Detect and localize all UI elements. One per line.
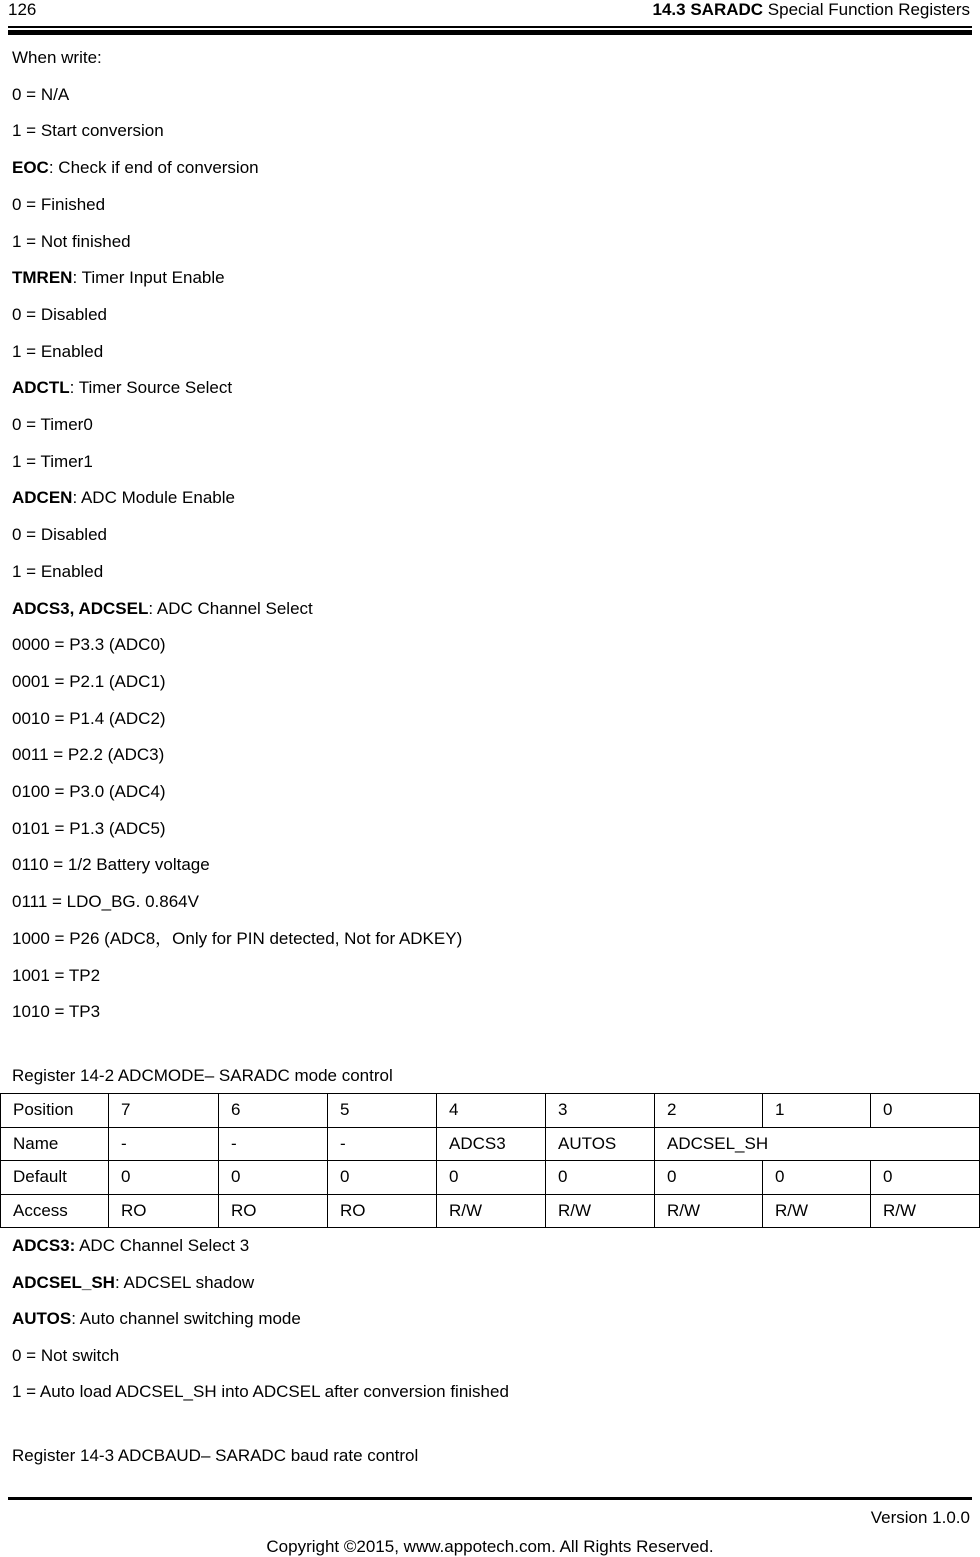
- table-cell: 0: [109, 1161, 219, 1195]
- description-text: 0100 = P3.0 (ADC4): [12, 782, 166, 801]
- description-text: 0 = Timer0: [12, 415, 93, 434]
- description-text: : Check if end of conversion: [48, 158, 259, 178]
- description-line: [12, 378, 232, 398]
- table-cell: -: [328, 1127, 437, 1161]
- description-text: 1 = Timer1: [12, 451, 93, 471]
- table-cell: RO: [219, 1194, 328, 1228]
- version: Version 1.0.0: [870, 1508, 970, 1527]
- table-cell: 5: [328, 1094, 437, 1128]
- table-cell: 7: [109, 1094, 219, 1128]
- field-name: ADCS3, ADCSEL: [12, 598, 149, 618]
- description-line: [12, 966, 100, 986]
- description-line: [12, 342, 103, 362]
- description-line: [12, 635, 166, 655]
- table-cell: 0: [546, 1161, 655, 1195]
- row-header: Position: [1, 1094, 109, 1128]
- table-cell: 0: [763, 1161, 871, 1195]
- description-line: [12, 855, 210, 875]
- description-text: 0111 = LDO_BG. 0.864V: [12, 892, 199, 912]
- description-text: 0 = Finished: [12, 194, 106, 214]
- table-cell: AUTOS: [546, 1127, 655, 1161]
- description-line: [12, 525, 107, 545]
- description-line: [12, 415, 93, 435]
- description-line: [12, 672, 166, 692]
- table-row: [1, 1161, 980, 1195]
- table-cell: -: [109, 1127, 219, 1161]
- description-line: [12, 1236, 249, 1256]
- row-header: Default: [1, 1161, 109, 1195]
- description-text: 0 = Disabled: [12, 525, 107, 545]
- table-cell: R/W: [437, 1194, 546, 1228]
- field-name: ADCSEL_SH: [12, 1272, 115, 1292]
- description-text: 0110 = 1/2 Battery voltage: [12, 855, 210, 875]
- description-text: : ADCSEL shadow: [114, 1272, 255, 1292]
- description-text: When write:: [12, 48, 102, 67]
- table-cell: 0: [437, 1161, 546, 1195]
- description-line: [12, 1346, 119, 1366]
- page-number: 126: [8, 0, 37, 19]
- description-line: [12, 709, 166, 729]
- description-line: [12, 48, 102, 68]
- description-line: [12, 599, 313, 619]
- description-text: 1 = Enabled: [12, 341, 104, 361]
- table-cell: 2: [655, 1094, 763, 1128]
- description-text: 1000 = P26 (ADC8，Only for PIN detected, Not for ADKEY): [12, 928, 463, 948]
- description-text: 1 = Enabled: [12, 561, 104, 581]
- description-line: [12, 892, 199, 912]
- table-cell: 1: [763, 1094, 871, 1128]
- description-text: 1 = Auto load ADCSEL_SH into ADCSEL after conversion finished: [12, 1382, 509, 1402]
- description-text: 1010 = TP3: [12, 1002, 101, 1022]
- description-line: [12, 1309, 301, 1329]
- table-cell: -: [219, 1127, 328, 1161]
- description-text: : ADC Channel Select: [148, 598, 313, 618]
- description-text: 1 = Start conversion: [12, 121, 164, 141]
- field-name: ADCS3:: [12, 1236, 76, 1255]
- field-name: AUTOS: [12, 1309, 72, 1329]
- table-cell: 0: [328, 1161, 437, 1195]
- description-text: : Auto channel switching mode: [71, 1309, 301, 1329]
- section-title: [653, 0, 970, 20]
- table-cell: 0: [219, 1161, 328, 1195]
- table-row: [1, 1127, 980, 1161]
- description-text: 0 = Not switch: [12, 1345, 120, 1365]
- table-cell: R/W: [546, 1194, 655, 1228]
- description-line: [12, 232, 131, 252]
- description-line: [12, 121, 164, 141]
- description-text: : Timer Input Enable: [72, 268, 225, 288]
- table-cell: 0: [655, 1161, 763, 1195]
- description-text: 0 = Disabled: [12, 304, 107, 324]
- table-cell: RO: [328, 1194, 437, 1228]
- description-text: 0001 = P2.1 (ADC1): [12, 671, 166, 691]
- section-title-bold: 14.3 SARADC: [652, 0, 764, 19]
- description-text: 1 = Not finished: [12, 231, 131, 251]
- description-line: [12, 158, 259, 178]
- table-row: [1, 1094, 980, 1128]
- description-text: 0010 = P1.4 (ADC2): [12, 708, 166, 728]
- description-text: 0101 = P1.3 (ADC5): [12, 818, 166, 838]
- table-cell: 3: [546, 1094, 655, 1128]
- next-register-caption: Register 14-3 ADCBAUD– SARADC baud rate control: [12, 1446, 419, 1465]
- description-text: ADC Channel Select 3: [75, 1236, 250, 1255]
- table-cell: R/W: [871, 1194, 980, 1228]
- table-cell: 0: [871, 1161, 980, 1195]
- description-text: 0000 = P3.3 (ADC0): [12, 635, 166, 655]
- description-line: [12, 195, 105, 215]
- table-cell: 0: [871, 1094, 980, 1128]
- field-name: EOC: [12, 158, 49, 178]
- description-line: [12, 85, 69, 105]
- description-text: 0 = N/A: [12, 84, 70, 104]
- description-text: 1001 = TP2: [12, 965, 101, 985]
- header-rule-thin: [8, 26, 972, 28]
- table-row: [1, 1194, 980, 1228]
- table-cell: RO: [109, 1194, 219, 1228]
- description-line: [12, 452, 93, 472]
- description-text: : ADC Module Enable: [72, 488, 235, 508]
- table-cell: R/W: [763, 1194, 871, 1228]
- table-cell: ADCSEL_SH: [655, 1127, 980, 1161]
- description-text: : Timer Source Select: [69, 378, 233, 398]
- table-cell: 6: [219, 1094, 328, 1128]
- field-name: ADCTL: [12, 378, 70, 398]
- description-text: 0011 = P2.2 (ADC3): [12, 745, 165, 765]
- table-cell: 4: [437, 1094, 546, 1128]
- description-line: [12, 929, 462, 949]
- description-line: [12, 745, 164, 765]
- description-line: [12, 268, 225, 288]
- section-title-rest: Special Function Registers: [763, 0, 970, 19]
- description-line: [12, 562, 103, 582]
- row-header: Access: [1, 1194, 109, 1228]
- header-rule-thick: [8, 30, 972, 35]
- table-cell: ADCS3: [437, 1127, 546, 1161]
- field-name: TMREN: [12, 268, 73, 288]
- footer-rule: [8, 1497, 972, 1500]
- register-table: [0, 1093, 980, 1228]
- register-caption: Register 14-2 ADCMODE– SARADC mode control: [12, 1066, 393, 1085]
- description-line: [12, 488, 235, 508]
- description-line: [12, 1002, 100, 1022]
- description-line: [12, 1273, 254, 1293]
- description-line: [12, 305, 107, 325]
- field-name: ADCEN: [12, 488, 73, 508]
- description-line: [12, 782, 166, 802]
- table-cell: R/W: [655, 1194, 763, 1228]
- row-header: Name: [1, 1127, 109, 1161]
- description-line: [12, 1382, 509, 1402]
- copyright: Copyright ©2015, www.appotech.com. All Rights Reserved.: [266, 1537, 714, 1556]
- description-line: [12, 819, 166, 839]
